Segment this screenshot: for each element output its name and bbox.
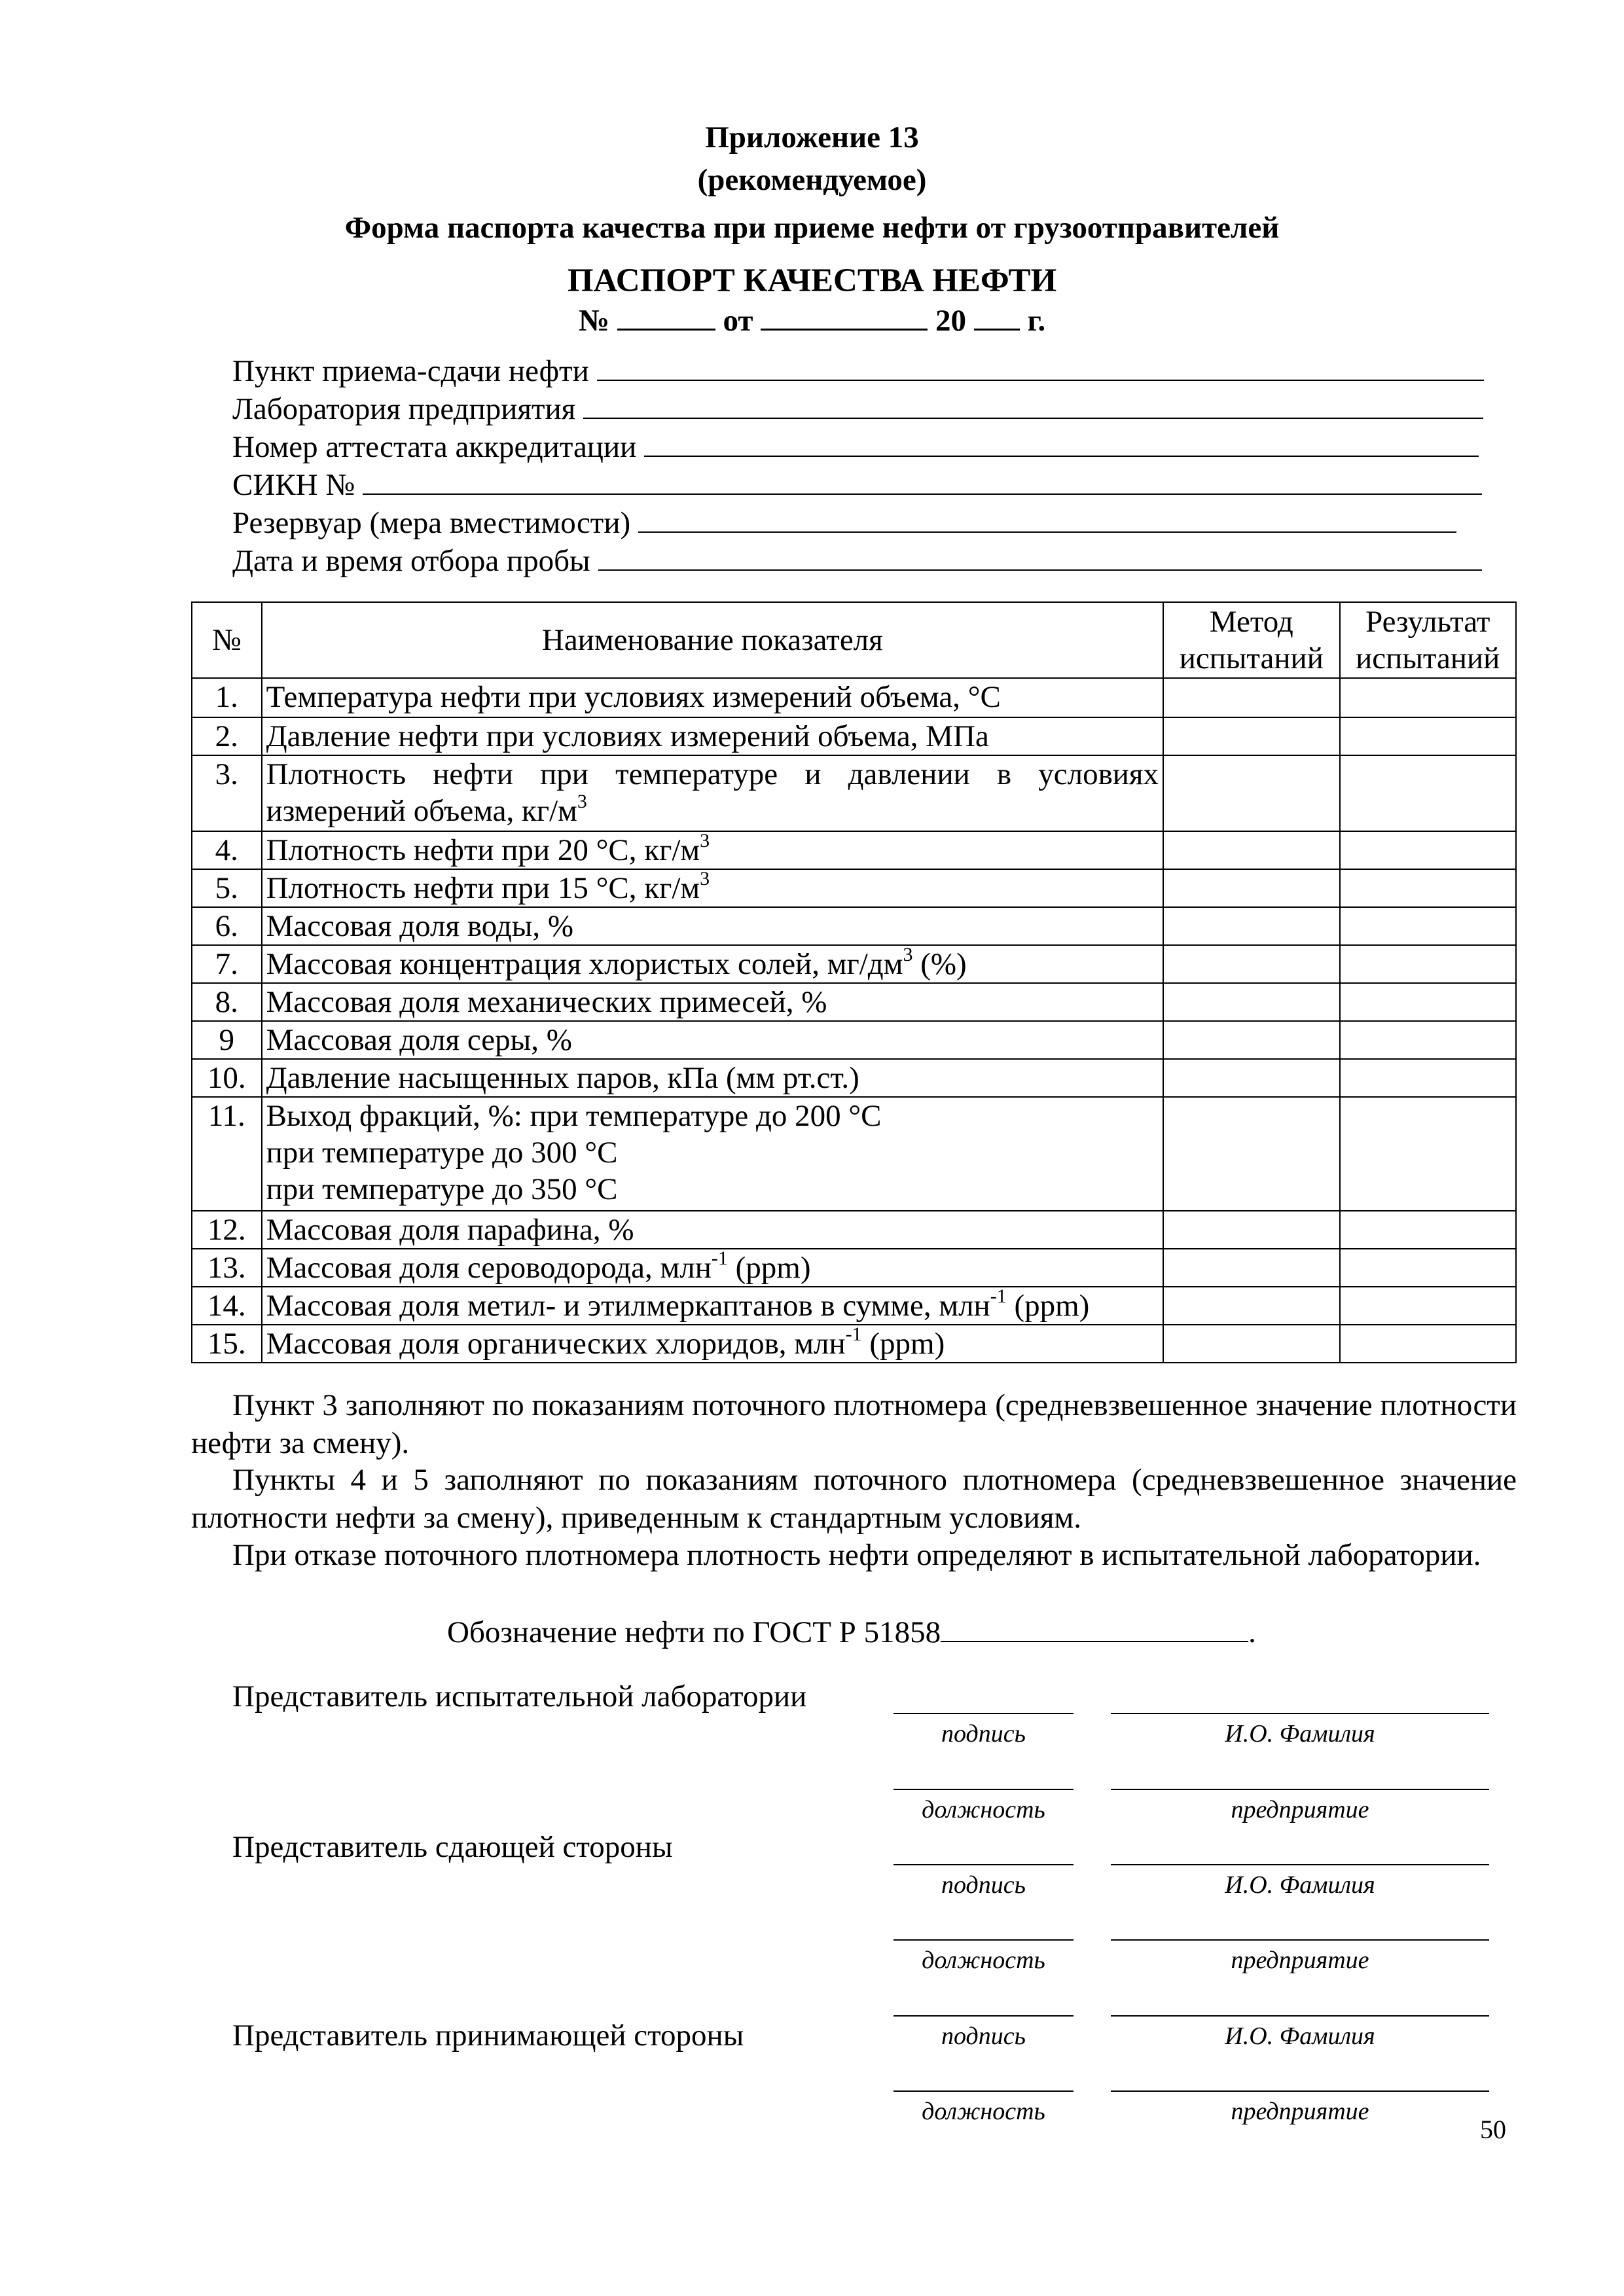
note-3 bbox=[191, 1536, 1517, 1574]
passport-title: ПАСПОРТ КАЧЕСТВА НЕФТИ bbox=[567, 262, 1057, 299]
method-cell[interactable] bbox=[1163, 1097, 1339, 1211]
passport-number-line bbox=[0, 302, 1624, 338]
result-cell[interactable] bbox=[1340, 945, 1516, 983]
year-prefix: 20 bbox=[935, 304, 966, 338]
table-row bbox=[192, 1211, 1516, 1249]
method-cell[interactable] bbox=[1163, 831, 1339, 869]
company-line[interactable] bbox=[1111, 1789, 1489, 1790]
table-row bbox=[192, 1097, 1516, 1211]
row-number: 3. bbox=[192, 755, 262, 831]
row-number: 11. bbox=[192, 1097, 262, 1211]
position-line[interactable] bbox=[893, 2090, 1074, 2092]
row-indicator-name bbox=[262, 945, 1163, 983]
row-number: 7. bbox=[192, 945, 262, 983]
result-cell[interactable] bbox=[1340, 983, 1516, 1021]
row-indicator-line: Выход фракций, %: при температуре до 200 °С bbox=[266, 1099, 882, 1133]
year-blank[interactable] bbox=[974, 302, 1020, 331]
year-suffix: г. bbox=[1027, 304, 1046, 338]
table-row bbox=[192, 831, 1516, 869]
field-label: Дата и время отбора пробы bbox=[232, 544, 590, 578]
header-result: Результат испытаний bbox=[1340, 602, 1516, 678]
method-cell[interactable] bbox=[1163, 1287, 1339, 1325]
method-cell[interactable] bbox=[1163, 1059, 1339, 1097]
row-indicator-sup: -1 bbox=[845, 1323, 862, 1345]
result-cell[interactable] bbox=[1340, 1097, 1516, 1211]
form-title: Форма паспорта качества при приеме нефти от грузоотправителей bbox=[344, 211, 1280, 245]
row-indicator-name bbox=[262, 717, 1163, 755]
field-sikn-line[interactable] bbox=[363, 466, 1482, 495]
row-indicator-line: при температуре до 300 °С bbox=[266, 1136, 618, 1170]
row-indicator-suffix: (ppm) bbox=[861, 1327, 945, 1361]
note-2-text: Пункты 4 и 5 заполняют по показаниям поточного плотномера (средневзвешенное значение плотности нефти за смену), приведенным к стандартным условиям. bbox=[191, 1463, 1517, 1535]
signature-line[interactable] bbox=[893, 1864, 1074, 1865]
signature-line[interactable] bbox=[893, 1713, 1074, 1714]
field-sampling-date-line[interactable] bbox=[598, 542, 1482, 571]
result-cell[interactable] bbox=[1340, 755, 1516, 831]
field-sampling-date bbox=[232, 542, 1515, 580]
table-row bbox=[192, 755, 1516, 831]
company-caption: предприятие bbox=[1231, 1946, 1369, 1974]
method-cell[interactable] bbox=[1163, 1211, 1339, 1249]
field-laboratory-line[interactable] bbox=[583, 390, 1483, 419]
row-indicator-name bbox=[262, 1021, 1163, 1059]
result-cell[interactable] bbox=[1340, 1287, 1516, 1325]
result-cell[interactable] bbox=[1340, 678, 1516, 717]
row-indicator-text: Массовая доля сероводорода, млн bbox=[266, 1251, 712, 1285]
name-line[interactable] bbox=[1111, 2015, 1489, 2017]
result-cell[interactable] bbox=[1340, 717, 1516, 755]
row-indicator-line: при температуре до 350 °С bbox=[266, 1172, 618, 1206]
row-indicator-name bbox=[262, 869, 1163, 907]
row-number: 10. bbox=[192, 1059, 262, 1097]
row-indicator-text: Плотность нефти при 15 °С, кг/м bbox=[266, 871, 700, 905]
table-row bbox=[192, 1325, 1516, 1363]
row-indicator-name bbox=[262, 1249, 1163, 1287]
table-header-row bbox=[192, 602, 1516, 678]
company-caption: предприятие bbox=[1231, 2098, 1369, 2125]
name-line[interactable] bbox=[1111, 1713, 1489, 1714]
row-number: 5. bbox=[192, 869, 262, 907]
row-number: 14. bbox=[192, 1287, 262, 1325]
header-method: Метод испытаний bbox=[1163, 602, 1339, 678]
rep-lab: Представитель испытательной лаборатории bbox=[232, 1679, 807, 1713]
result-cell[interactable] bbox=[1340, 831, 1516, 869]
row-number: 2. bbox=[192, 717, 262, 755]
row-indicator-suffix: (%) bbox=[912, 947, 967, 981]
row-indicator-name bbox=[262, 678, 1163, 717]
table-row bbox=[192, 945, 1516, 983]
signature-line[interactable] bbox=[893, 2015, 1074, 2017]
row-indicator-text: Давление нефти при условиях измерений объема, МПа bbox=[266, 719, 989, 753]
position-caption: должность bbox=[922, 2098, 1045, 2125]
row-indicator-name bbox=[262, 1097, 1163, 1211]
row-number: 12. bbox=[192, 1211, 262, 1249]
position-line[interactable] bbox=[893, 1939, 1074, 1941]
row-indicator-text: Массовая доля парафина, % bbox=[266, 1213, 634, 1247]
row-number: 8. bbox=[192, 983, 262, 1021]
field-tank-line[interactable] bbox=[638, 504, 1456, 533]
method-cell[interactable] bbox=[1163, 1249, 1339, 1287]
row-indicator-name bbox=[262, 1211, 1163, 1249]
method-cell[interactable] bbox=[1163, 983, 1339, 1021]
gost-end: . bbox=[1248, 1615, 1256, 1649]
field-accreditation-line[interactable] bbox=[644, 428, 1479, 457]
note-1-text: Пункт 3 заполняют по показаниям поточного плотномера (средневзвешенное значение плотности нефти за смену). bbox=[191, 1388, 1517, 1460]
row-number: 4. bbox=[192, 831, 262, 869]
appendix-title: Приложение 13 bbox=[705, 120, 919, 154]
result-cell[interactable] bbox=[1340, 907, 1516, 945]
header-name: Наименование показателя bbox=[262, 602, 1163, 678]
result-cell[interactable] bbox=[1340, 1059, 1516, 1097]
row-indicator-text: Температура нефти при условиях измерений объема, °С bbox=[266, 680, 1001, 714]
from-label: от bbox=[723, 304, 753, 338]
row-indicator-name bbox=[262, 831, 1163, 869]
method-cell[interactable] bbox=[1163, 717, 1339, 755]
company-line[interactable] bbox=[1111, 1939, 1489, 1941]
table-row bbox=[192, 1287, 1516, 1325]
header-num: № bbox=[192, 602, 262, 678]
row-number: 1. bbox=[192, 678, 262, 717]
row-indicator-text: Массовая доля серы, % bbox=[266, 1023, 572, 1057]
field-label: Номер аттестата аккредитации bbox=[232, 430, 637, 464]
method-cell[interactable] bbox=[1163, 945, 1339, 983]
row-indicator-sup: -1 bbox=[711, 1247, 728, 1269]
method-cell[interactable] bbox=[1163, 1325, 1339, 1363]
position-line[interactable] bbox=[893, 1789, 1074, 1790]
page-number: 50 bbox=[1480, 2115, 1506, 2144]
row-indicator-name bbox=[262, 1325, 1163, 1363]
field-label: Лаборатория предприятия bbox=[232, 392, 576, 426]
row-indicator-text: Плотность нефти при 20 °С, кг/м bbox=[266, 833, 700, 867]
table-row bbox=[192, 869, 1516, 907]
row-indicator-text: Плотность нефти при температуре и давлении в условиях измерений объема, кг/м bbox=[266, 757, 1159, 828]
result-cell[interactable] bbox=[1340, 1021, 1516, 1059]
field-label: Резервуар (мера вместимости) bbox=[232, 506, 631, 540]
signature-caption: подпись bbox=[941, 1720, 1026, 1748]
method-cell[interactable] bbox=[1163, 678, 1339, 717]
table-row bbox=[192, 1021, 1516, 1059]
number-label: № bbox=[578, 304, 609, 338]
signature-caption: подпись bbox=[941, 2022, 1026, 2050]
rep-supplier: Представитель сдающей стороны bbox=[232, 1830, 673, 1864]
table-row bbox=[192, 1249, 1516, 1287]
gost-line bbox=[447, 1613, 1256, 1652]
field-sikn bbox=[232, 466, 1515, 504]
method-cell[interactable] bbox=[1163, 869, 1339, 907]
row-indicator-name bbox=[262, 1287, 1163, 1325]
gost-label: Обозначение нефти по ГОСТ Р 51858 bbox=[447, 1615, 941, 1649]
number-blank[interactable] bbox=[617, 302, 715, 331]
appendix-note: (рекомендуемое) bbox=[697, 163, 927, 197]
position-caption: должность bbox=[922, 1796, 1045, 1823]
table-row bbox=[192, 983, 1516, 1021]
method-cell[interactable] bbox=[1163, 755, 1339, 831]
row-indicator-text: Массовая доля механических примесей, % bbox=[266, 985, 827, 1019]
table-row bbox=[192, 717, 1516, 755]
result-cell[interactable] bbox=[1340, 1211, 1516, 1249]
row-indicator-name bbox=[262, 907, 1163, 945]
result-cell[interactable] bbox=[1340, 1249, 1516, 1287]
field-acceptance-point bbox=[232, 352, 1515, 390]
result-cell[interactable] bbox=[1340, 1325, 1516, 1363]
field-label: Пункт приема-сдачи нефти bbox=[232, 354, 589, 388]
row-indicator-text: Массовая доля воды, % bbox=[266, 909, 574, 943]
row-indicator-text: Массовая концентрация хлористых солей, мг/дм bbox=[266, 947, 903, 981]
position-caption: должность bbox=[922, 1946, 1045, 1974]
row-indicator-sup: 3 bbox=[903, 944, 913, 965]
result-cell[interactable] bbox=[1340, 869, 1516, 907]
row-indicator-sup: 3 bbox=[700, 868, 710, 889]
row-indicator-name bbox=[262, 755, 1163, 831]
row-indicator-suffix: (ppm) bbox=[1006, 1289, 1090, 1323]
row-number: 6. bbox=[192, 907, 262, 945]
field-accreditation bbox=[232, 428, 1515, 466]
field-laboratory bbox=[232, 390, 1515, 428]
note-3-text: При отказе поточного плотномера плотность нефти определяют в испытательной лаборатории. bbox=[232, 1538, 1481, 1572]
row-indicator-name bbox=[262, 983, 1163, 1021]
signature-caption: подпись bbox=[941, 1871, 1026, 1899]
row-indicator-text: Давление насыщенных паров, кПа (мм рт.ст.) bbox=[266, 1061, 859, 1095]
row-indicator-name bbox=[262, 1059, 1163, 1097]
row-number: 9 bbox=[192, 1021, 262, 1059]
field-tank bbox=[232, 504, 1515, 542]
row-number: 15. bbox=[192, 1325, 262, 1363]
row-indicator-sup: 3 bbox=[700, 830, 710, 852]
row-number: 13. bbox=[192, 1249, 262, 1287]
row-indicator-sup: -1 bbox=[990, 1285, 1007, 1307]
field-acceptance-point-line[interactable] bbox=[597, 352, 1484, 381]
company-caption: предприятие bbox=[1231, 1796, 1369, 1823]
note-1 bbox=[191, 1386, 1517, 1462]
note-2 bbox=[191, 1461, 1517, 1537]
row-indicator-sup: 3 bbox=[577, 791, 587, 812]
row-indicator-text: Массовая доля метил- и этилмеркаптанов в сумме, млн bbox=[266, 1289, 990, 1323]
field-label: СИКН № bbox=[232, 468, 355, 502]
name-caption: И.О. Фамилия bbox=[1225, 2022, 1375, 2050]
gost-blank[interactable] bbox=[941, 1615, 1248, 1642]
row-indicator-suffix: (ppm) bbox=[727, 1251, 811, 1285]
table-row bbox=[192, 1059, 1516, 1097]
quality-table bbox=[191, 601, 1517, 1363]
name-caption: И.О. Фамилия bbox=[1225, 1871, 1375, 1899]
company-line[interactable] bbox=[1111, 2090, 1489, 2092]
name-line[interactable] bbox=[1111, 1864, 1489, 1865]
date-blank[interactable] bbox=[761, 302, 928, 331]
rep-receiver: Представитель принимающей стороны bbox=[232, 2018, 744, 2053]
table-row bbox=[192, 678, 1516, 717]
method-cell[interactable] bbox=[1163, 907, 1339, 945]
table-row bbox=[192, 907, 1516, 945]
method-cell[interactable] bbox=[1163, 1021, 1339, 1059]
name-caption: И.О. Фамилия bbox=[1225, 1720, 1375, 1748]
row-indicator-text: Массовая доля органических хлоридов, млн bbox=[266, 1327, 846, 1361]
